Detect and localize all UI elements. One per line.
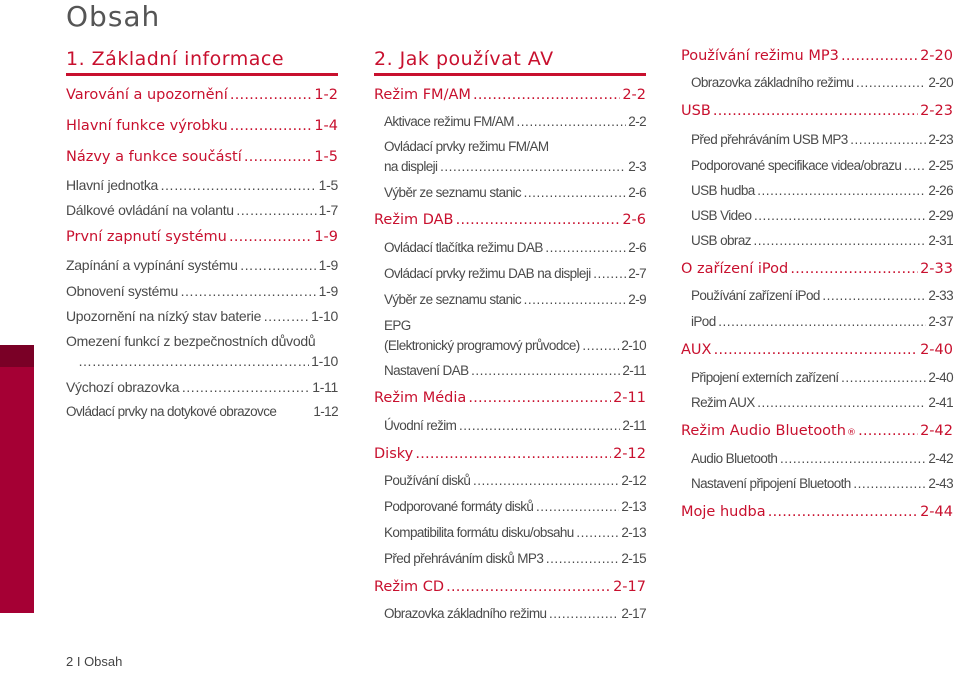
toc-page-number: 2-11 [622, 418, 646, 433]
toc-page-number: 2-41 [928, 395, 953, 410]
side-tab-marker [0, 345, 34, 367]
toc-section-label: Moje hudba [681, 504, 766, 520]
toc-page-number: 1-9 [314, 229, 338, 245]
toc-entry-label: EPG [384, 318, 411, 333]
toc-section[interactable] [66, 87, 338, 103]
toc-section[interactable] [681, 103, 953, 119]
toc-section[interactable] [681, 504, 953, 520]
toc-page-number: 2-13 [621, 525, 646, 540]
toc-page-number: 2-23 [928, 132, 953, 147]
toc-page-number: 2-33 [928, 288, 953, 303]
toc-page-number: 2-42 [920, 423, 953, 439]
toc-entry[interactable] [384, 606, 646, 621]
toc-page-number: 2-15 [621, 551, 646, 566]
toc-entry-label: Kompatibilita formátu disku/obsahu [384, 525, 574, 540]
toc-entry-label: Obrazovka základního režimu [691, 75, 854, 90]
toc-page-number: 2-40 [928, 370, 953, 385]
toc-entry[interactable] [66, 404, 338, 419]
toc-page-number: 1-11 [312, 379, 338, 395]
toc-section-label: Režim DAB [374, 212, 454, 228]
toc-section-label: Používání režimu MP3 [681, 48, 839, 64]
toc-entry[interactable] [66, 177, 338, 193]
toc-entry-label: Aktivace režimu FM/AM [384, 114, 514, 129]
toc-page-number: 2-43 [928, 476, 953, 491]
toc-column-1 [66, 48, 338, 428]
toc-entry-label: Hlavní jednotka [66, 177, 159, 193]
toc-entry[interactable] [384, 159, 646, 174]
toc-section[interactable] [374, 212, 646, 228]
toc-page-number: 2-11 [613, 390, 646, 406]
toc-section-label: Disky [374, 446, 414, 462]
toc-section-label: USB [681, 103, 711, 119]
toc-section[interactable] [681, 342, 953, 358]
toc-page-number: 2-42 [928, 451, 953, 466]
toc-entry[interactable] [66, 283, 338, 299]
toc-page-number: 1-5 [314, 149, 338, 165]
toc-entry[interactable] [691, 451, 953, 466]
toc-entry[interactable] [691, 476, 953, 491]
toc-entry-label: Audio Bluetooth [691, 451, 778, 466]
toc-page-number: 2-2 [628, 114, 646, 129]
registered-mark: ® [846, 428, 856, 438]
toc-entry[interactable] [384, 473, 646, 488]
toc-section-label: Režim Média [374, 390, 467, 406]
toc-entry[interactable] [691, 233, 953, 248]
toc-page-number: 2-2 [622, 87, 646, 103]
toc-entry-label: Ovládací prvky na dotykové obrazovce [66, 404, 277, 419]
toc-entry[interactable] [691, 395, 953, 410]
toc-page-number: 2-37 [928, 314, 953, 329]
toc-page-number: 2-29 [928, 208, 953, 223]
toc-section[interactable] [681, 48, 953, 64]
toc-section-label: Názvy a funkce součástí [66, 149, 242, 165]
toc-entry-label: Před přehráváním disků MP3 [384, 551, 544, 566]
toc-entry-label: Dálkové ovládání na volantu [66, 202, 234, 218]
toc-entry-label: Podporované specifikace videa/obrazu [691, 158, 902, 173]
toc-entry[interactable] [384, 363, 646, 378]
toc-entry[interactable] [691, 314, 953, 329]
toc-page-number: 2-9 [628, 292, 646, 307]
toc-section[interactable] [374, 87, 646, 103]
toc-page-number: 2-17 [613, 579, 646, 595]
toc-section-label: Režim Audio Bluetooth [681, 423, 846, 439]
toc-entry-label: Ovládací tlačítka režimu DAB [384, 240, 543, 255]
toc-entry-label: Zapínání a vypínání systému [66, 257, 238, 273]
toc-entry-label: USB hudba [691, 183, 755, 198]
toc-entry[interactable] [691, 183, 953, 198]
toc-entry-label: Omezení funkcí z bezpečnostních důvodů [66, 333, 316, 349]
toc-entry-label: Úvodní režim [384, 418, 457, 433]
toc-page-number: 2-20 [928, 75, 953, 90]
toc-section-label: Hlavní funkce výrobku [66, 118, 228, 134]
toc-page-number: 1-7 [318, 202, 338, 218]
toc-entry-label: Nastavení DAB [384, 363, 469, 378]
toc-entry[interactable] [66, 379, 338, 395]
toc-entry-label: Upozornění na nízký stav baterie [66, 308, 262, 324]
toc-column-3 [681, 48, 953, 528]
toc-page-number: 1-2 [314, 87, 338, 103]
toc-entry-label: Režim AUX [691, 395, 755, 410]
toc-section[interactable] [66, 229, 338, 245]
toc-section[interactable] [374, 390, 646, 406]
toc-section-label: Varování a upozornění [66, 87, 228, 103]
toc-section-label: Režim CD [374, 579, 445, 595]
toc-entry[interactable] [384, 551, 646, 566]
toc-page-number: 1-12 [313, 404, 338, 419]
toc-page-number: 1-4 [314, 118, 338, 134]
toc-page-number: 2-3 [628, 159, 646, 174]
toc-entry[interactable] [691, 132, 953, 147]
chapter-tab [0, 367, 34, 613]
toc-page-number: 2-10 [621, 338, 646, 353]
toc-page-number: 2-12 [613, 446, 646, 462]
page-footer: 2 I Obsah [66, 654, 123, 669]
toc-entry-label: Ovládací prvky režimu FM/AM [384, 139, 549, 154]
toc-entry[interactable] [384, 499, 646, 514]
toc-entry-label-line[interactable] [66, 333, 338, 349]
toc-entry-label: Připojení externích zařízení [691, 370, 839, 385]
toc-entry[interactable] [66, 202, 338, 218]
chapter-heading: 1. Základní informace [66, 48, 338, 76]
toc-page-number: 2-31 [928, 233, 953, 248]
toc-entry-label: Výběr ze seznamu stanic [384, 292, 522, 307]
toc-entry-label: Výběr ze seznamu stanic [384, 185, 522, 200]
chapter-heading: 2. Jak používat AV [374, 48, 646, 76]
toc-page-number: 1-9 [318, 257, 338, 273]
toc-section[interactable] [374, 446, 646, 462]
toc-section-label: První zapnutí systému [66, 229, 227, 245]
toc-entry[interactable] [691, 288, 953, 303]
toc-section[interactable] [681, 261, 953, 277]
toc-page-number: 1-10 [311, 308, 338, 324]
toc-entry[interactable] [384, 525, 646, 540]
toc-page-number: 2-13 [621, 499, 646, 514]
toc-section[interactable] [374, 579, 646, 595]
toc-page-number: 2-20 [920, 48, 953, 64]
toc-entry[interactable] [691, 158, 953, 173]
toc-page-number: 2-12 [621, 473, 646, 488]
toc-section-label: AUX [681, 342, 712, 358]
toc-page-number: 2-25 [928, 158, 953, 173]
toc-page-number: 2-6 [628, 185, 646, 200]
toc-column-2 [374, 48, 646, 628]
toc-entry[interactable] [384, 240, 646, 255]
toc-entry-label-line[interactable] [384, 318, 646, 333]
toc-page-number: 1-5 [318, 177, 338, 193]
toc-entry-label: Ovládací prvky režimu DAB na displeji [384, 266, 591, 281]
toc-entry-label: USB Video [691, 208, 752, 223]
toc-entry-label-line[interactable] [384, 139, 646, 154]
toc-entry-label: USB obraz [691, 233, 751, 248]
toc-entry-label: Výchozí obrazovka [66, 379, 180, 395]
toc-entry-label: Používání zařízení iPod [691, 288, 820, 303]
toc-entry[interactable] [384, 114, 646, 129]
toc-entry[interactable] [66, 257, 338, 273]
toc-entry-label: Nastavení připojení Bluetooth [691, 476, 851, 491]
toc-page-number: 2-6 [628, 240, 646, 255]
toc-page-number: 2-33 [920, 261, 953, 277]
toc-entry[interactable] [384, 338, 646, 353]
toc-page-number: 2-7 [628, 266, 646, 281]
toc-entry-label: iPod [691, 314, 716, 329]
toc-section[interactable] [681, 423, 953, 439]
toc-page-number: 2-44 [920, 504, 953, 520]
toc-entry-label: (Elektronický programový průvodce) [384, 338, 580, 353]
toc-entry-label: Používání disků [384, 473, 471, 488]
toc-entry-label: Obrazovka základního režimu [384, 606, 547, 621]
toc-section-label: Režim FM/AM [374, 87, 471, 103]
toc-entry[interactable] [66, 353, 338, 369]
toc-page-number: 1-9 [318, 283, 338, 299]
page-title: Obsah [66, 0, 161, 33]
toc-entry-label: Obnovení systému [66, 283, 178, 299]
toc-page-number: 2-17 [621, 606, 646, 621]
toc-entry[interactable] [691, 75, 953, 90]
toc-entry-label: Podporované formáty disků [384, 499, 534, 514]
toc-section[interactable] [66, 118, 338, 134]
toc-page-number: 1-10 [311, 353, 338, 369]
toc-entry[interactable] [691, 208, 953, 223]
toc-entry-label: Před přehráváním USB MP3 [691, 132, 848, 147]
toc-entry-label: na displeji [384, 159, 438, 174]
toc-entry[interactable] [691, 370, 953, 385]
toc-page-number: 2-6 [622, 212, 646, 228]
toc-section-label: O zařízení iPod [681, 261, 789, 277]
toc-page-number: 2-26 [928, 183, 953, 198]
toc-entry[interactable] [384, 266, 646, 281]
toc-page-number: 2-40 [920, 342, 953, 358]
toc-entry[interactable] [384, 185, 646, 200]
toc-section[interactable] [66, 149, 338, 165]
toc-entry[interactable] [66, 308, 338, 324]
toc-entry[interactable] [384, 418, 646, 433]
toc-page-number: 2-11 [622, 363, 646, 378]
toc-entry[interactable] [384, 292, 646, 307]
toc-page-number: 2-23 [920, 103, 953, 119]
